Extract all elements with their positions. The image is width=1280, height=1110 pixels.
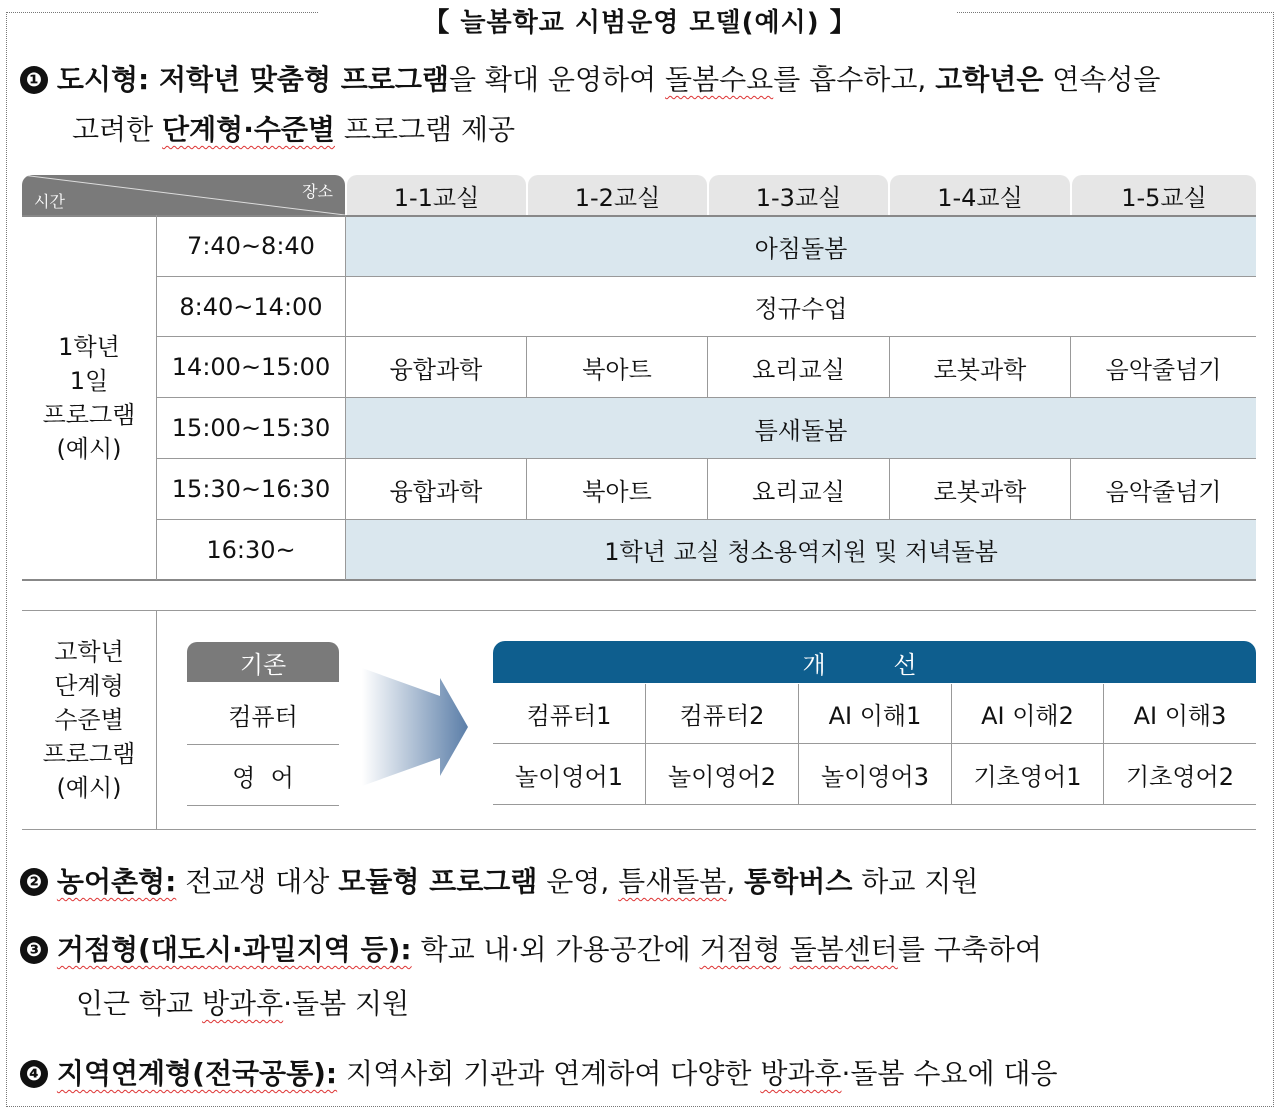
section-line [22,829,1256,830]
existing-item: 영 어 [232,763,294,792]
time-cell: 7:40~8:40 [187,232,315,260]
improved-cell: 놀이영어2 [667,762,776,791]
item1-text3: 연속성을 [1043,63,1161,96]
improved-line [493,804,1256,805]
item3-bold1: 거점형(대도시·과밀지역 등): [56,933,412,966]
item3-text2 [781,933,790,966]
item3-text3: 를 구축하여 [897,933,1042,966]
item4-bold1: 지역연계형(전국공통): [56,1057,338,1090]
room-header-3: 1-3교실 [709,175,888,215]
improved-line [493,743,1256,744]
table-line [707,459,708,519]
item2-text1: 전교생 대상 [176,865,339,898]
upper-label-line: 단계형 [54,672,124,700]
upper-label-line: 프로그램 [42,740,136,768]
item3-line2-text2: ·돌봄 지원 [283,987,410,1020]
corner-place-label: 장소 [302,182,333,201]
table-line [889,337,890,397]
time-cell: 8:40~14:00 [179,292,323,321]
upper-grade-label [22,630,156,810]
item3-text1: 학교 내·외 가용공간에 [411,933,700,966]
span-gap-care: 틈새돌봄 [346,398,1256,458]
item2-text3: , [726,865,745,898]
table-line [526,459,527,519]
program-cell: 북아트 [582,477,652,506]
corner-time-label: 시간 [34,192,65,211]
table-line [22,579,1256,581]
span-regular-class: 정규수업 [754,295,848,323]
upper-label-line: 고학년 [54,638,124,666]
item4-line [20,1048,1270,1100]
diagonal-line [22,175,345,215]
item1-line2-text1: 고려한 [72,113,163,146]
program-cell: 로봇과학 [933,477,1027,506]
item1-text2: 를 흡수하고, [773,63,936,96]
improved-cell: AI 이해1 [828,702,922,730]
table-line [707,337,708,397]
item2-wavy: 틈새돌봄 [618,865,727,898]
item4-text2: ·돌봄 수요에 대응 [841,1057,1058,1090]
bullet-4-icon: ❹ [20,1060,48,1088]
item3-line2-text1: 인근 학교 [76,987,202,1020]
improved-cell: 놀이영어3 [820,762,929,791]
group-label-line: (예시) [56,434,122,463]
bullet-3-icon: ❸ [20,936,48,964]
program-cell: 북아트 [582,355,652,384]
item1-text1: 을 확대 운영하여 [448,63,666,96]
upper-label-line: (예시) [56,774,122,802]
existing-line [187,805,339,806]
improved-cell: 기초영어1 [973,762,1082,791]
item1-line1 [20,54,1270,106]
program-cell: 음악줄넘기 [1105,355,1222,384]
program-cell: 음악줄넘기 [1105,477,1222,506]
item4-wavy: 방과후 [760,1057,842,1090]
existing-header: 기존 [187,642,339,682]
arrow-right-icon [362,668,470,786]
room-header-2: 1-2교실 [528,175,707,215]
span-evening-care: 1학년 교실 청소용역지원 및 저녁돌봄 [346,520,1256,579]
table-line [157,276,1256,277]
item3-line2-wavy: 방과후 [202,987,284,1020]
improved-cell: 기초영어2 [1125,762,1234,791]
program-cell: 융합과학 [389,477,483,506]
improved-header: 개 선 [493,641,1256,683]
time-cell: 15:30~16:30 [171,475,331,503]
item1-line2-bold: 단계형·수준별 [162,113,335,146]
table-line [22,215,1256,217]
improved-line [1103,684,1104,804]
table-line [156,215,157,580]
table-line [1070,337,1071,397]
improved-line [645,684,646,804]
improved-line [798,684,799,804]
program-cell: 융합과학 [389,355,483,384]
page-title: 【 늘봄학교 시범운영 모델(예시) 】 [423,8,857,38]
improved-cell: 컴퓨터1 [526,702,612,730]
item3-line1 [20,924,1270,976]
table-line [889,459,890,519]
program-cell: 로봇과학 [933,355,1027,384]
time-cell: 15:00~15:30 [171,414,331,442]
table-line [157,519,1256,520]
program-cell: 요리교실 [752,355,845,384]
table-line [526,337,527,397]
improved-cell: 놀이영어1 [514,762,623,791]
table-line [1070,459,1071,519]
room-header-1: 1-1교실 [347,175,526,215]
table-line [345,215,346,580]
group-label-line: 1일 [69,366,109,395]
span-morning-care: 아침돌봄 [346,216,1256,276]
time-cell: 14:00~15:00 [171,353,331,381]
group-label-line: 1학년 [58,332,120,361]
item2-bold3: 통학버스 [744,865,853,898]
item3-line2 [76,978,409,1030]
row-group-label [22,216,156,579]
improved-cell: AI 이해3 [1133,702,1227,730]
item1-wavy: 돌봄수요 [665,63,774,96]
upper-label-line: 수준별 [54,706,124,734]
room-header-5: 1-5교실 [1072,175,1256,215]
corner-header [22,175,345,215]
time-cell: 16:30~ [206,535,296,564]
item3-wavy1: 거점형 [699,933,781,966]
item2-line [20,856,1270,908]
bullet-2-icon: ❷ [20,868,48,896]
item1-line2 [72,104,515,156]
item3-wavy2: 돌봄센터 [789,933,898,966]
item4-text1: 지역사회 기관과 연계하여 다양한 [337,1057,761,1090]
item2-text2: 운영, [537,865,619,898]
bullet-1-icon: ❶ [20,66,48,94]
table-line [157,397,1256,398]
improved-cell: 컴퓨터2 [679,702,765,730]
item1-bold1: 도시형: 저학년 맞춤형 프로그램 [56,63,449,96]
section-line [156,610,157,829]
room-header-4: 1-4교실 [890,175,1070,215]
section-line [22,610,1256,611]
existing-item: 컴퓨터 [228,702,298,731]
item2-bold2: 모듈형 프로그램 [338,865,538,898]
group-label-line: 프로그램 [42,400,136,429]
improved-line [951,684,952,804]
improved-cell: AI 이해2 [981,702,1074,730]
item1-line2-text2: 프로그램 제공 [334,113,516,146]
item2-text4: 하교 지원 [852,865,979,898]
program-cell: 요리교실 [752,477,845,506]
item1-bold2: 고학년은 [935,63,1044,96]
item2-bold1: 농어촌형: [56,865,177,898]
